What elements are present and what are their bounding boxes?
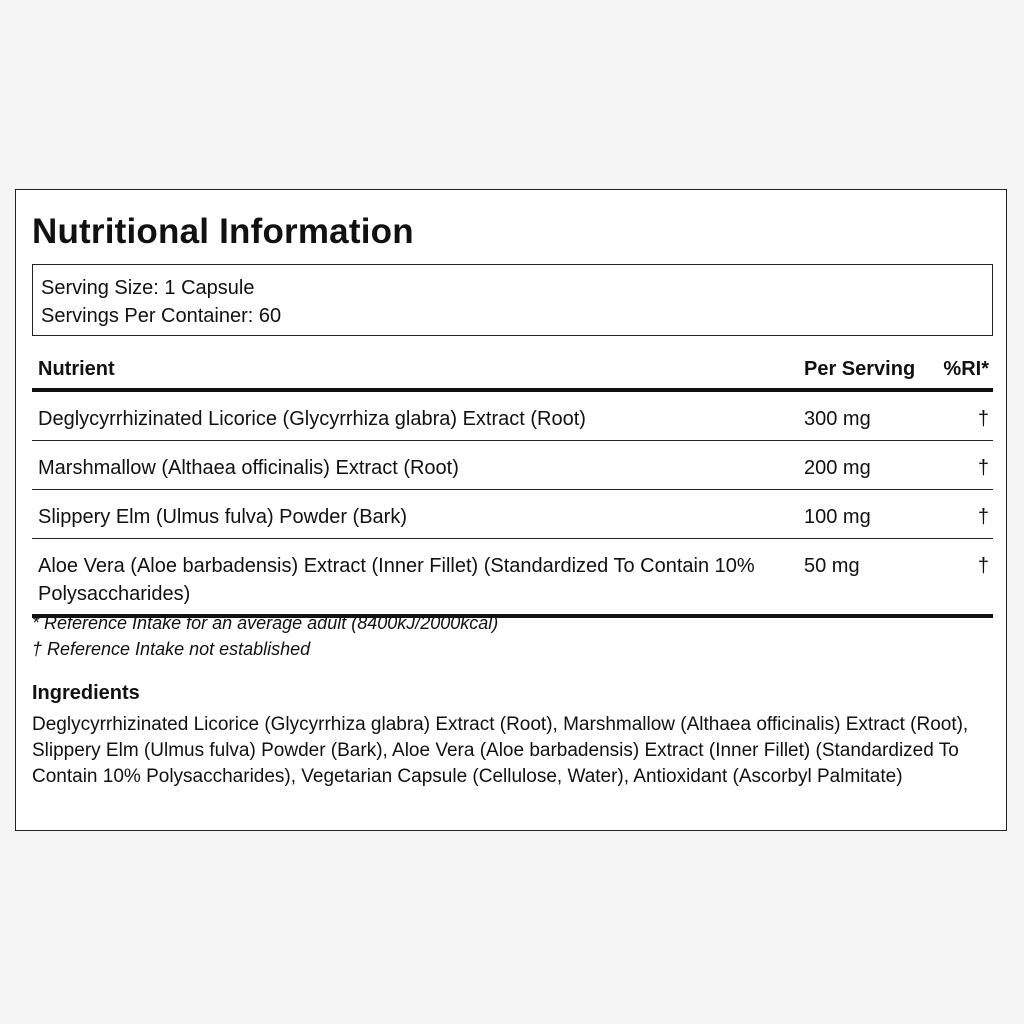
serving-info-box <box>32 264 993 336</box>
nutrient-name: Slippery Elm (Ulmus fulva) Powder (Bark) <box>38 506 407 528</box>
ri-value: † <box>977 408 989 430</box>
footnote-not-established: † Reference Intake not established <box>32 639 311 659</box>
nutrition-panel <box>15 189 1007 831</box>
footnotes <box>32 610 498 662</box>
nutrient-name: Marshmallow (Althaea officinalis) Extract (Root) <box>38 457 459 479</box>
table-header <box>32 350 993 392</box>
serving-size: Serving Size: 1 Capsule <box>41 277 255 299</box>
panel-title: Nutritional Information <box>32 212 414 251</box>
table-row <box>32 392 993 441</box>
ri-value: † <box>977 457 989 479</box>
nutrient-table <box>32 350 993 618</box>
per-serving-value: 100 mg <box>804 506 871 528</box>
table-row <box>32 490 993 539</box>
ingredients-text: Deglycyrrhizinated Licorice (Glycyrrhiza glabra) Extract (Root), Marshmallow (Althaea officinalis) Extract (Root), Slippery Elm (Ulmus fulva) Powder (Bark), Aloe Vera (Aloe barbadensis) Extract (Inner Fillet) (Standardized To Contain 10% Polysaccharides), Vegetarian Capsule (Cellulose, Water), Antioxidant (Ascorbyl Palmitate) <box>32 714 969 787</box>
table-row <box>32 539 993 618</box>
table-row <box>32 441 993 490</box>
nutrient-name: Aloe Vera (Aloe barbadensis) Extract (Inner Fillet) (Standardized To Contain 10% Polysaccharides) <box>38 555 755 605</box>
header-ri: %RI* <box>943 357 989 380</box>
ri-value: † <box>977 506 989 528</box>
servings-per-container: Servings Per Container: 60 <box>41 305 282 327</box>
ingredients-heading: Ingredients <box>32 682 140 704</box>
nutrient-name: Deglycyrrhizinated Licorice (Glycyrrhiza glabra) Extract (Root) <box>38 408 586 430</box>
per-serving-value: 200 mg <box>804 457 871 479</box>
per-serving-value: 50 mg <box>804 555 860 577</box>
ri-value: † <box>977 555 989 577</box>
per-serving-value: 300 mg <box>804 408 871 430</box>
header-nutrient: Nutrient <box>38 357 115 380</box>
header-per-serving: Per Serving <box>804 357 916 380</box>
footnote-ri: * Reference Intake for an average adult (8400kJ/2000kcal) <box>32 613 499 633</box>
